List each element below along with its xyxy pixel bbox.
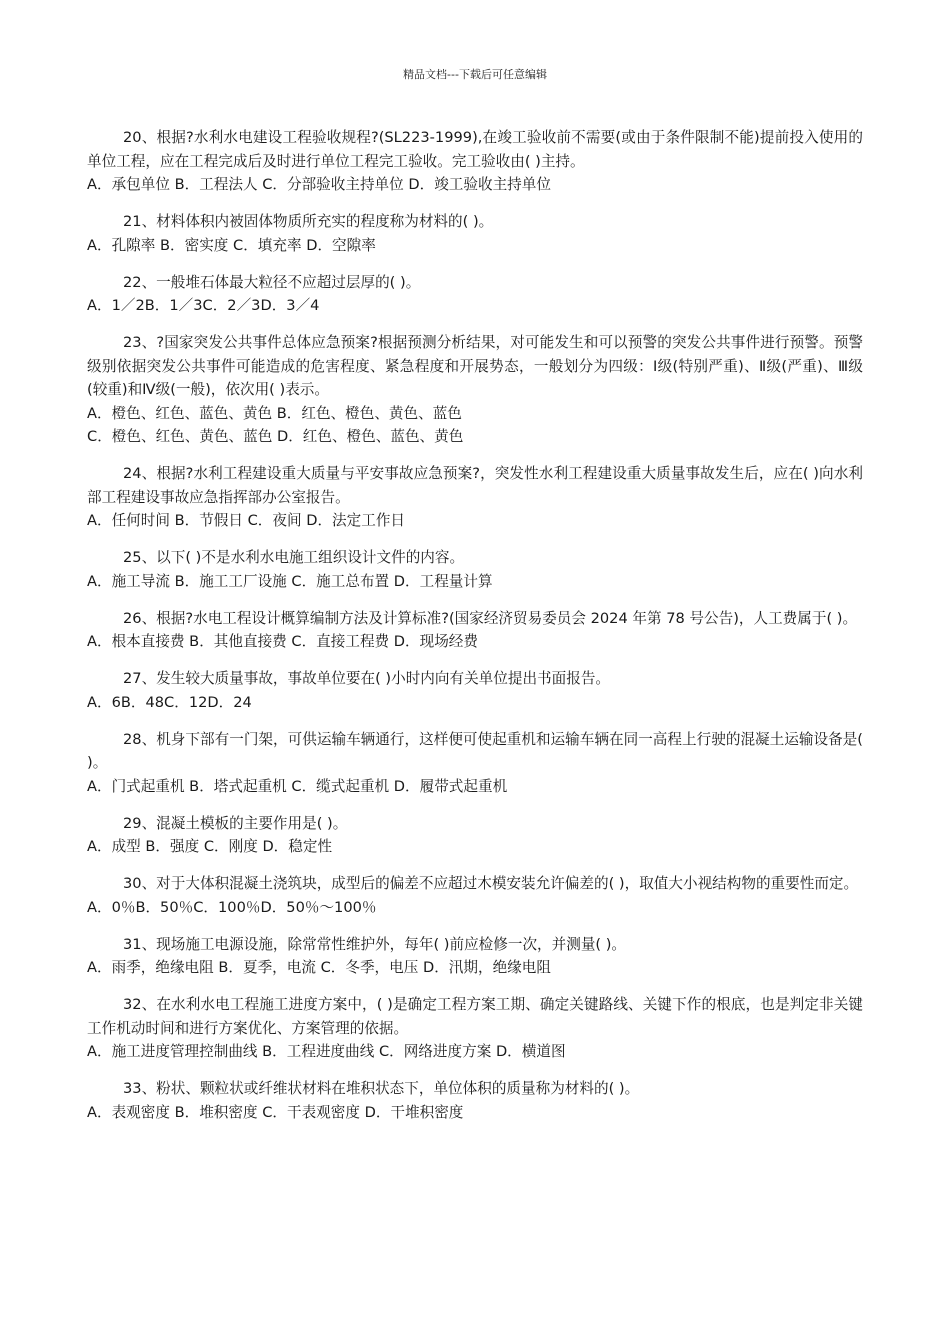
question-item: [87, 607, 863, 654]
question-options: A．承包单位 B．工程法人 C．分部验收主持单位 D．竣工验收主持单位: [87, 176, 551, 193]
question-item: [87, 667, 863, 714]
question-options: A．门式起重机 B．塔式起重机 C．缆式起重机 D．履带式起重机: [87, 777, 508, 795]
question-item: [87, 993, 863, 1064]
question-item: [87, 933, 863, 980]
question-stem: 26、根据?水电工程设计概算编制方法及计算标准?(国家经济贸易委员会 2024 年第 78 号公告)，人工费属于( )。: [123, 609, 858, 627]
question-item: [87, 812, 863, 859]
question-list: [87, 126, 863, 1138]
question-options: A．6B．48C．12D．24: [87, 693, 252, 711]
question-item: [87, 546, 863, 593]
page-header: 精品文档---下载后可任意编辑: [403, 68, 547, 81]
question-stem: 23、?国家突发公共事件总体应急预案?根据预测分析结果，对可能发生和可以预警的突发公共事件进行预警。预警级别依据突发公共事件可能造成的危害程度、紧急程度和开展势态，一般划分为四级：Ⅰ级(特别严重)、Ⅱ级(严重)、Ⅲ级(较重)和Ⅳ级(一般)，依次用( )表示。: [87, 334, 863, 398]
question-stem: 31、现场施工电源设施，除常常性维护外，每年( )前应检修一次，并测量( )。: [123, 935, 627, 953]
question-item: [87, 1077, 863, 1124]
question-stem: 22、一般堆石体最大粒径不应超过层厚的( )。: [123, 273, 421, 291]
question-stem: 25、以下( )不是水利水电施工组织设计文件的内容。: [123, 549, 465, 566]
question-stem: 32、在水利水电工程施工进度方案中，( )是确定工程方案工期、确定关键路线、关键下作的根底，也是判定非关键工作机动时间和进行方案优化、方案管理的依据。: [87, 996, 863, 1037]
question-options: C．橙色、红色、黄色、蓝色 D．红色、橙色、蓝色、黄色: [87, 428, 464, 445]
question-item: [87, 728, 863, 799]
question-options: A．成型 B．强度 C．刚度 D．稳定性: [87, 838, 333, 855]
question-item: [87, 210, 863, 257]
question-options: A．根本直接费 B．其他直接费 C．直接工程费 D．现场经费: [87, 633, 478, 650]
question-stem: 24、根据?水利工程建设重大质量与平安事故应急预案?，突发性水利工程建设重大质量事故发生后，应在( )向水利部工程建设事故应急指挥部办公室报告。: [87, 465, 863, 506]
question-options: A．任何时间 B．节假日 C．夜间 D．法定工作日: [87, 512, 406, 529]
question-options: A．施工进度管理控制曲线 B．工程进度曲线 C．网络进度方案 D．横道图: [87, 1043, 566, 1060]
question-item: [87, 462, 863, 533]
question-stem: 33、粉状、颗粒状或纤维状材料在堆积状态下，单位体积的质量称为材料的( )。: [123, 1080, 640, 1097]
question-item: [87, 872, 863, 919]
question-options: A．表观密度 B．堆积密度 C．干表观密度 D．干堆积密度: [87, 1103, 464, 1121]
question-stem: 21、材料体积内被固体物质所充实的程度称为材料的( )。: [123, 213, 494, 230]
question-stem: 20、根据?水利水电建设工程验收规程?(SL223-1999),在竣工验收前不需要(或由于条件限制不能)提前投入使用的单位工程，应在工程完成后及时进行单位工程完工验收。完工验收由( )主持。: [87, 129, 863, 170]
question-options: A．施工导流 B．施工工厂设施 C．施工总布置 D．工程量计算: [87, 572, 493, 590]
question-options: A．1／2B．1／3C．2／3D．3／4: [87, 297, 320, 314]
question-stem: 27、发生较大质量事故，事故单位要在( )小时内向有关单位提出书面报告。: [123, 670, 611, 687]
question-item: [87, 271, 863, 318]
question-options: A．雨季，绝缘电阻 B．夏季，电流 C．冬季，电压 D．汛期，绝缘电阻: [87, 959, 551, 976]
question-stem: 30、对于大体积混凝土浇筑块，成型后的偏差不应超过木模安装允许偏差的( )，取值大小视结构物的重要性而定。: [123, 875, 859, 892]
question-options: A．0％B．50％C．100％D．50％～100％: [87, 898, 377, 916]
question-item: [87, 331, 863, 449]
question-item: [87, 126, 863, 197]
question-options: A．孔隙率 B．密实度 C．填充率 D．空隙率: [87, 236, 376, 254]
question-options: A．橙色、红色、蓝色、黄色 B．红色、橙色、黄色、蓝色: [87, 404, 462, 422]
question-stem: 29、混凝土模板的主要作用是( )。: [123, 814, 348, 832]
question-stem: 28、机身下部有一门架，可供运输车辆通行，这样便可使起重机和运输车辆在同一高程上行驶的混凝土运输设备是( )。: [87, 730, 863, 771]
